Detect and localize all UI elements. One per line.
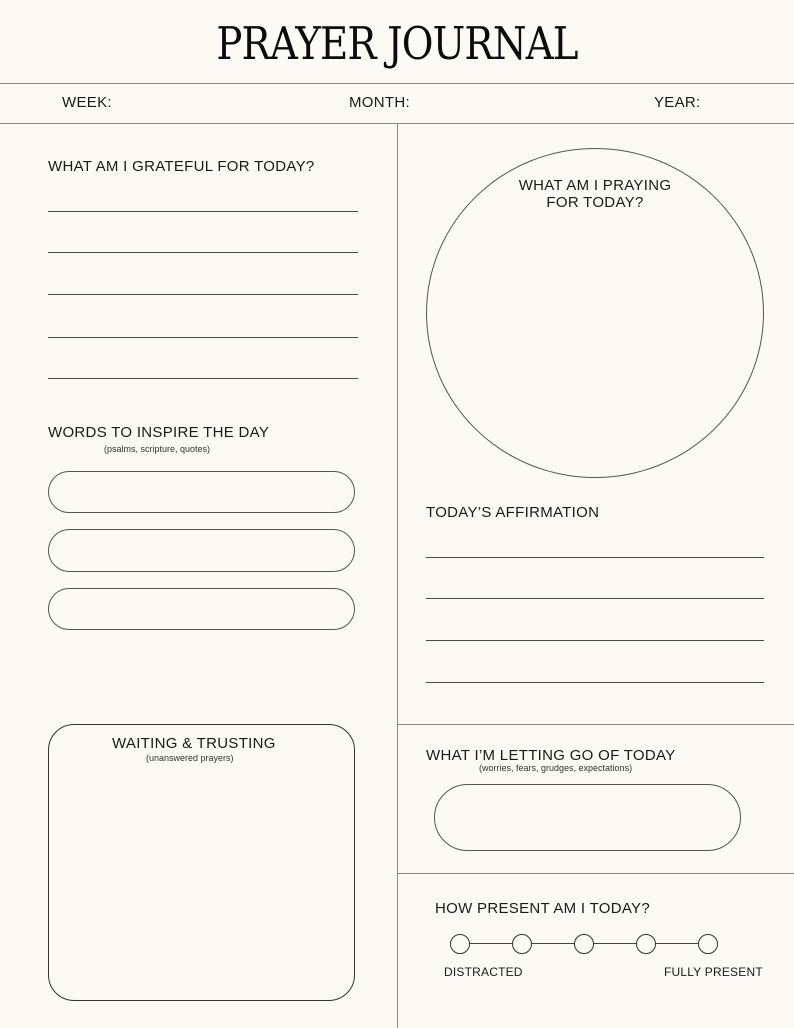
header-divider-top xyxy=(0,83,794,84)
letting-go-subheading: (worries, fears, grudges, expectations) xyxy=(479,763,633,773)
letting-go-heading: WHAT I’M LETTING GO OF TODAY xyxy=(426,747,676,764)
inspire-field-2[interactable] xyxy=(48,529,355,572)
grateful-heading: WHAT AM I GRATEFUL FOR TODAY? xyxy=(48,158,315,175)
week-label: WEEK: xyxy=(62,94,112,111)
present-scale-point-2[interactable] xyxy=(512,934,532,954)
praying-heading-line2: FOR TODAY? xyxy=(546,194,644,211)
present-max-label: FULLY PRESENT xyxy=(664,965,763,979)
present-scale-point-5[interactable] xyxy=(698,934,718,954)
letting-go-field[interactable] xyxy=(434,784,741,851)
present-scale-point-4[interactable] xyxy=(636,934,656,954)
affirmation-line-4[interactable] xyxy=(426,682,764,683)
affirmation-line-3[interactable] xyxy=(426,640,764,641)
page-title: PRAYER JOURNAL xyxy=(216,17,578,70)
grateful-line-1[interactable] xyxy=(48,211,358,212)
praying-heading-line1: WHAT AM I PRAYING xyxy=(518,177,672,194)
present-scale-point-1[interactable] xyxy=(450,934,470,954)
grateful-line-4[interactable] xyxy=(48,337,358,338)
inspire-field-1[interactable] xyxy=(48,471,355,513)
right-divider-2 xyxy=(397,873,794,874)
grateful-line-2[interactable] xyxy=(48,252,358,253)
month-label: MONTH: xyxy=(349,94,410,111)
inspire-field-3[interactable] xyxy=(48,588,355,630)
waiting-subheading: (unanswered prayers) xyxy=(146,753,234,763)
present-heading: HOW PRESENT AM I TODAY? xyxy=(435,900,651,917)
grateful-line-3[interactable] xyxy=(48,294,358,295)
year-label: YEAR: xyxy=(654,94,701,111)
affirmation-line-1[interactable] xyxy=(426,557,764,558)
inspire-subheading: (psalms, scripture, quotes) xyxy=(104,444,211,454)
column-divider xyxy=(397,123,398,1028)
inspire-heading: WORDS TO INSPIRE THE DAY xyxy=(48,424,270,441)
waiting-heading: WAITING & TRUSTING xyxy=(112,735,276,752)
grateful-line-5[interactable] xyxy=(48,378,358,379)
present-scale-point-3[interactable] xyxy=(574,934,594,954)
affirmation-line-2[interactable] xyxy=(426,598,764,599)
praying-heading xyxy=(426,177,764,211)
affirmation-heading: TODAY’S AFFIRMATION xyxy=(426,504,600,521)
waiting-box[interactable] xyxy=(48,724,355,1001)
right-divider-1 xyxy=(397,724,794,725)
present-min-label: DISTRACTED xyxy=(444,965,523,979)
